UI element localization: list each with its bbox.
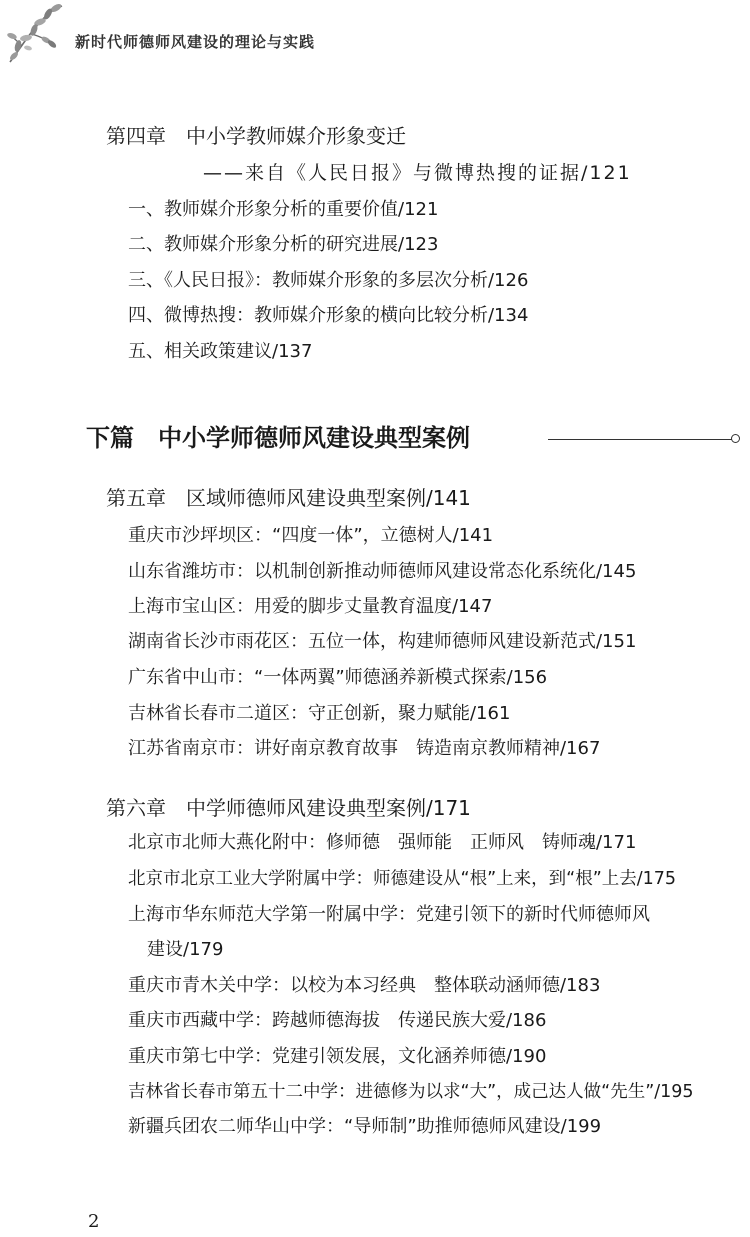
toc-entry: 上海市宝山区：用爱的脚步丈量教育温度/147 [128,596,493,617]
toc-entry: 新疆兵团农二师华山中学：“导师制”助推师德师风建设/199 [128,1116,602,1137]
toc-entry: 二、教师媒介形象分析的研究进展/123 [128,234,439,255]
toc-entry: 北京市北京工业大学附属中学：师德建设从“根”上来，到“根”上去/175 [128,869,677,889]
running-header-title: 新时代师德师风建设的理论与实践 [75,33,316,51]
chapter-4-title: 第四章 中小学教师媒介形象变迁 [106,124,406,148]
toc-entry: 江苏省南京市：讲好南京教育故事 铸造南京教师精神/167 [128,738,601,759]
page-number: 2 [88,1211,100,1232]
toc-entry: 广东省中山市：“一体两翼”师德涵养新模式探索/156 [128,667,548,688]
toc-entry: 五、相关政策建议/137 [128,341,313,362]
toc-entry: 四、微博热搜：教师媒介形象的横向比较分析/134 [128,305,529,326]
chapter-5-title: 第五章 区域师德师风建设典型案例/141 [106,486,471,510]
toc-entry: 重庆市西藏中学：跨越师德海拔 传递民族大爱/186 [128,1010,547,1031]
toc-entry: 重庆市沙坪坝区：“四度一体”，立德树人/141 [128,525,494,546]
toc-entry: 湖南省长沙市雨花区：五位一体，构建师德师风建设新范式/151 [128,631,637,652]
toc-entry: 吉林省长春市第五十二中学：进德修为以求“大”，成己达人做“先生”/195 [128,1082,694,1102]
toc-entry: 上海市华东师范大学第一附属中学：党建引领下的新时代师德师风 [128,904,650,925]
chapter-6-title: 第六章 中学师德师风建设典型案例/171 [106,796,471,820]
toc-entry: 三、《人民日报》：教师媒介形象的多层次分析/126 [128,270,529,291]
toc-entry-continuation: 建设/179 [147,939,224,960]
toc-entry: 重庆市青木关中学：以校为本习经典 整体联动涵师德/183 [128,975,601,996]
toc-entry: 重庆市第七中学：党建引领发展，文化涵养师德/190 [128,1046,547,1067]
toc-entry: 吉林省长春市二道区：守正创新，聚力赋能/161 [128,703,511,724]
chapter-4-subtitle: ——来自《人民日报》与微博热搜的证据/121 [203,162,632,184]
toc-entry: 北京市北师大燕化附中：修师德 强师能 正师风 铸师魂/171 [128,832,637,853]
toc-entry: 一、教师媒介形象分析的重要价值/121 [128,199,439,220]
leaf-ornament-icon [4,2,70,68]
toc-entry: 山东省潍坊市：以机制创新推动师德师风建设常态化系统化/145 [128,561,637,582]
part-rule-divider [548,439,732,440]
part-rule-end-dot [731,434,740,443]
part-title: 下篇 中小学师德师风建设典型案例 [86,424,470,452]
